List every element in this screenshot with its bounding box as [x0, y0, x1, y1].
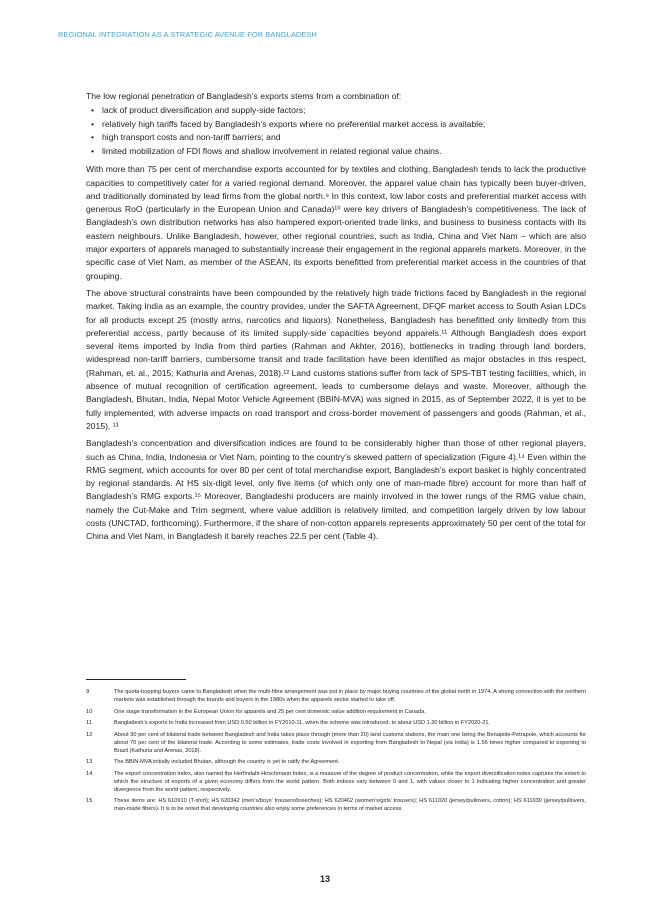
factor-list	[86, 104, 586, 158]
list-item: • lack of product diversification and supply-side factors;	[86, 104, 586, 118]
footnote-text: The quota-hopping buyers came to Bangladesh when the multi-fibre arrangement was put in place by major buying countries of the global north in 1974. A strong connection with the northern markets was established through the brands and buyers in the 1980s when the apparels sector started to take off.	[114, 689, 586, 704]
footnotes	[86, 688, 586, 817]
footnote-number: 11	[86, 720, 93, 727]
footnote-item	[86, 797, 586, 813]
footnote-item	[86, 731, 586, 755]
body-text	[86, 90, 586, 548]
paragraph-textiles: With more than 75 per cent of merchandise exports accounted for by textiles and clothing, Bangladesh tends to lack the productive capacities to competitively cater for a varied regional demand. Moreover, the apparel value chain has typically been buyer-driven, and traditionally dominated by lead firms from the global north.⁹ In this context, low labor costs and preferential market access with generous RoO (particularly in the European Union and Canada)¹⁰ were key drivers of Bangladesh’s competitiveness. The lack of Bangladesh’s own distribution networks has also hampered export-oriented trade links, and business to business contacts with its eastern neighbours. Unlike Bangladesh, however, other regional countries, such as India, China and Viet Nam – which are also major exporters of apparels managed to substantially increase their engagement in the regional apparels markets. Moreover, in the specific case of Viet Nam, as member of the ASEAN, its exports benefitted from preferential market access in the countries of that grouping.	[86, 164, 586, 281]
list-item: • limited mobilization of FDI flows and shallow involvement in related regional value chains.	[86, 145, 586, 159]
footnote-number: 15	[86, 798, 93, 805]
paragraph-concentration: Bangladesh’s concentration and diversification indices are found to be considerably higher than those of other regional players, such as China, India, Indonesia or Viet Nam, pointing to the country’s skewed pattern of specialization (Figure 4).¹⁴ Even within the RMG segment, which accounts for over 80 per cent of total merchandise export, Bangladesh’s export basket is highly concentrated by regional standards. At HS six-digit level, only five items (of which only one of man-made fibre) account for more than half of Bangladesh’s RMG exports.¹⁵ Moreover, Bangladeshi producers are mainly involved in the lower rungs of the RMG value chain, namely the Cut-Make and Trim segment, where value addition is relatively limited, and competition largely driven by low labour costs (UNCTAD, forthcoming). Furthermore, if the share of non-cotton apparels represents approximately 50 per cent of the total for China and Viet Nam, in Bangladesh it barely reaches 22.5 per cent (Table 4).	[86, 438, 586, 542]
footnote-item	[86, 770, 586, 794]
footnote-number: 14	[86, 770, 93, 777]
footnote-text: Bangladesh’s exports to India increased from USD 0.50 billion in FY2010-11, when the scheme was introduced, to about USD 1.30 billion in FY2020-21.	[114, 720, 491, 727]
footnote-number: 10	[86, 708, 93, 715]
footnote-item	[86, 708, 586, 716]
footnote-text: The export concentration index, also named the Herfindahl-Hirschmann Index, is a measure of the degree of product concentration, while the export diversification index captures the extent to which the structure of exports of a given economy differs from the world pattern. Both indices vary between 0 and 1, with values closer to 1 indicating higher concentration and greater divergence from the world pattern, respectively.	[114, 770, 586, 793]
intro-paragraph: The low regional penetration of Bangladesh’s exports stems from a combination of:	[86, 91, 402, 101]
footnote-text: About 90 per cent of bilateral trade between Bangladesh and India takes place through (more than 20) land customs stations, the main one being the Benapole-Petrapole, which accounts for about 70 per cent of the bilateral trade. According to some estimates, trade costs involved in exporting from Bangladesh to Nepal (via India) is 1.56 times higher compared to exporting to Brazil (Kathuria and Arenas, 2018).	[114, 731, 586, 754]
footnote-divider	[86, 679, 186, 680]
footnote-item	[86, 688, 586, 704]
footnote-number: 13	[86, 759, 93, 766]
footnote-number: 9	[86, 689, 90, 695]
paragraph-trade-frictions: The above structural constraints have been compounded by the relatively high trade frictions faced by Bangladesh in the regional market. Taking India as an example, the country provides, under the SAFTA Agreement, DFQF market access to South Asian LDCs for all products except 25 (mostly arms, narcotics and liquors). Nonetheless, Bangladesh has benefitted only limitedly from this preferential access, partly because of its limited supply-side capacities beyond apparels.¹¹ Although Bangladesh does export several items imported by India from third parties (Rahman and Akhter, 2016), bottlenecks in trading through land borders, widespread non-tariff barriers, cumbersome transit and trade facilitation have been identified as major obstacles in this respect, (Rahman, et. al., 2015; Kathuria and Arenas, 2018).¹² Land customs stations suffer from lack of SPS-TBT testing facilities, which, in absence of mutual recognition of certification agreement, leads to cumbersome delays and waste. Moreover, although the Bangladesh, Bhutan, India, Nepal Motor Vehicle Agreement (BBIN-MVA) was signed in 2015, as of September 2022, it is yet to be fully implemented, with adverse impacts on road transport and cross-border movement of passengers and goods (Rahman, et al., 2015). ¹³	[86, 287, 586, 431]
running-header: REGIONAL INTEGRATION AS A STRATEGIC AVENUE FOR BANGLADESH	[58, 30, 317, 39]
footnote-text: The BBIN-MVA initially included Bhutan, although the country is yet to ratify the Agreement.	[114, 759, 340, 766]
page-number: 13	[319, 874, 330, 884]
list-item: • high transport costs and non-tariff barriers; and	[86, 131, 586, 145]
footnote-text: These items are: HS 610910 (T-shirt); HS 620342 (men’s/boys’ trousers/breeches); HS 620462 (women’s/girls’ trousers); HS 611020 (jersey/pullovers, cotton); HS 611030 (jersey/pullovers, man-made fibers). It is to be noted that developing countries also enjoy some preferences in terms of market access.	[114, 798, 586, 813]
footnote-text: One stage transformation in the European Union for apparels and 25 per cent domestic value addition requirement in Canada.	[114, 708, 426, 715]
footnote-item	[86, 719, 586, 727]
footnote-item	[86, 758, 586, 766]
list-item: • relatively high tariffs faced by Bangladesh’s exports where no preferential market access is available;	[86, 118, 586, 132]
footnote-number: 12	[86, 731, 93, 738]
